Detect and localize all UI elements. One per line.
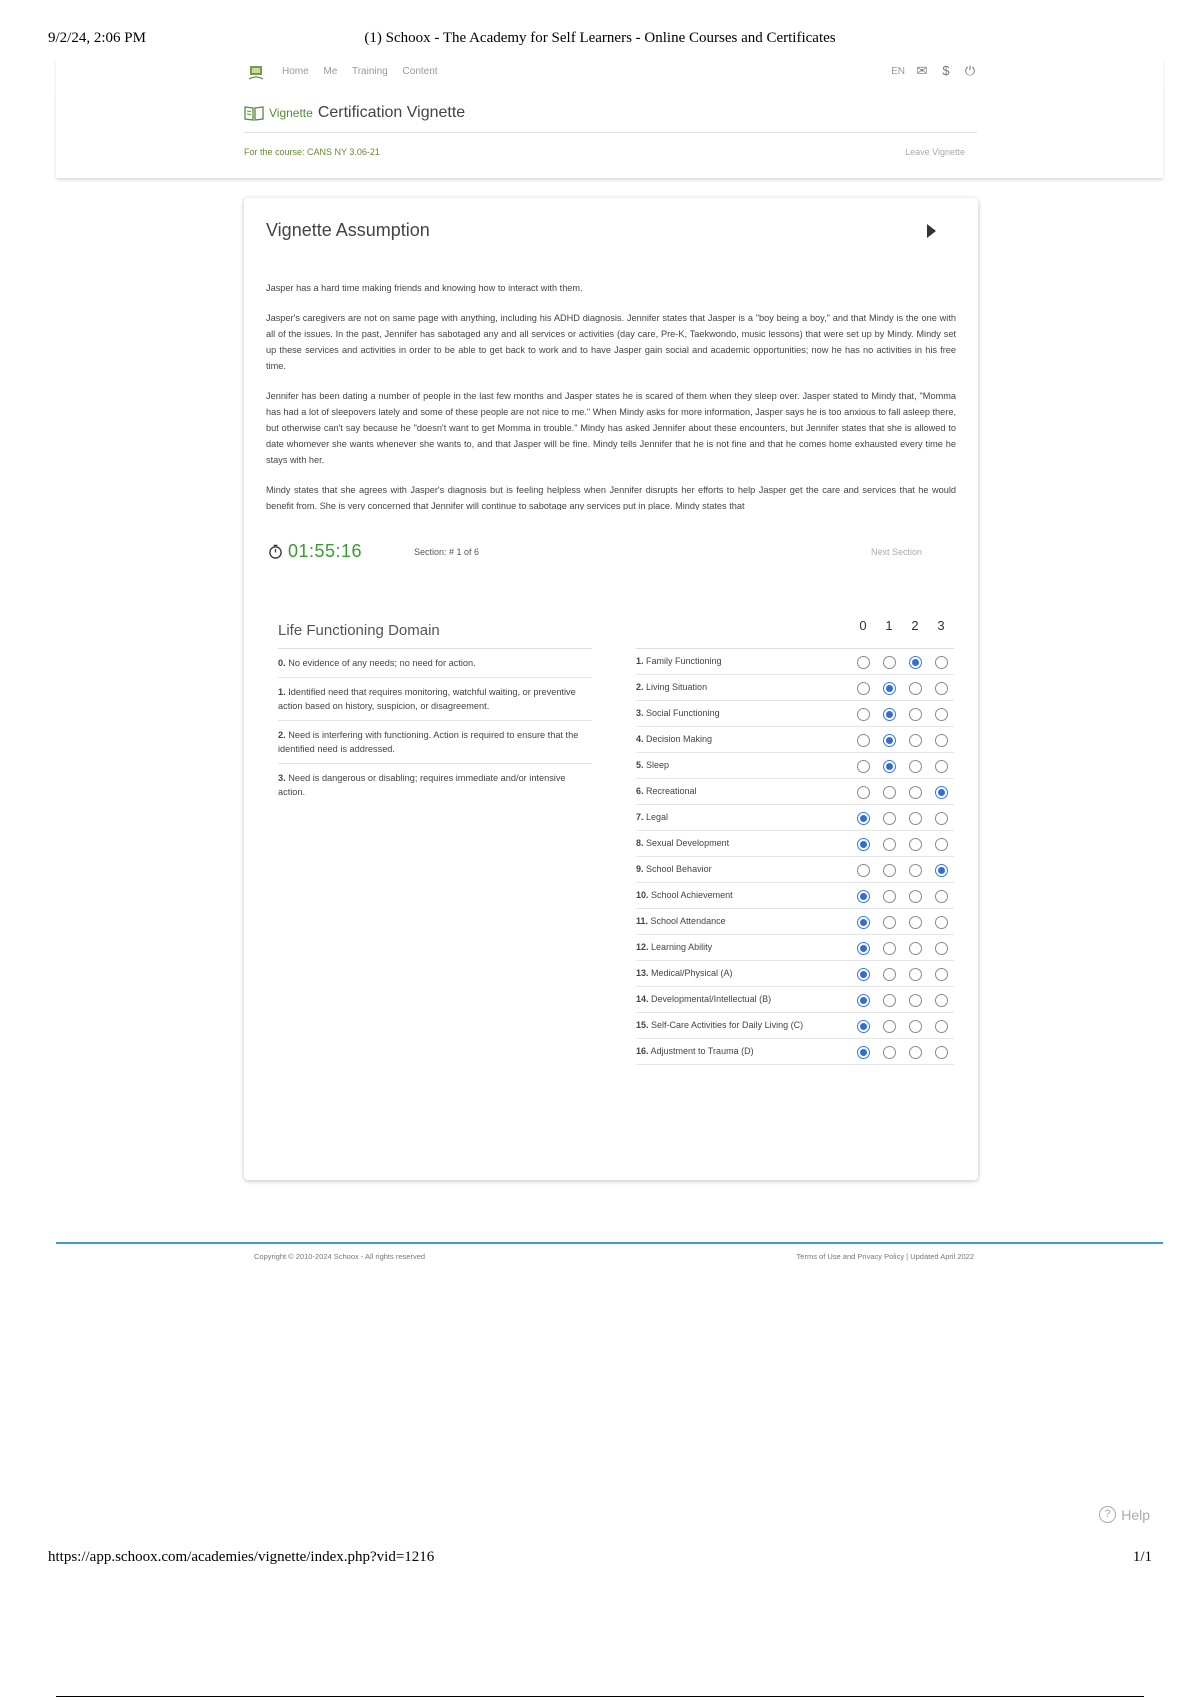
- rating-row: [636, 909, 954, 935]
- rating-radio-1[interactable]: [876, 942, 902, 954]
- rating-radio-2[interactable]: [902, 890, 928, 902]
- rating-radio-0[interactable]: [850, 942, 876, 954]
- rating-radio-2[interactable]: [902, 734, 928, 746]
- inbox-icon[interactable]: ✉: [916, 63, 928, 78]
- rating-scale-header: [850, 618, 954, 633]
- vignette-header: [56, 90, 1163, 178]
- rating-radio-1[interactable]: [876, 786, 902, 798]
- nav-link-content[interactable]: Content: [402, 66, 438, 77]
- rating-radio-group: [850, 968, 954, 980]
- points-icon[interactable]: $: [942, 63, 950, 78]
- rating-item-label: 14. Developmental/Intellectual (B): [636, 994, 772, 1004]
- rating-radio-group: [850, 916, 954, 928]
- rating-row: [636, 727, 954, 753]
- rating-radio-0[interactable]: [850, 968, 876, 980]
- rating-row: [636, 675, 954, 701]
- rating-radio-0[interactable]: [850, 760, 876, 772]
- legend-item: 3. Need is dangerous or disabling; requires immediate and/or intensive action.: [278, 773, 566, 797]
- rating-radio-group: [850, 1046, 954, 1058]
- rating-radio-group: [850, 812, 954, 824]
- rating-radio-0[interactable]: [850, 682, 876, 694]
- rating-radio-group: [850, 682, 954, 694]
- rating-radio-1[interactable]: [876, 1020, 902, 1032]
- rating-radio-1[interactable]: [876, 864, 902, 876]
- rating-radio-group: [850, 656, 954, 668]
- nav-utilities: [891, 64, 977, 78]
- print-url: https://app.schoox.com/academies/vignette/index.php?vid=1216: [48, 1549, 435, 1565]
- rating-radio-group: [850, 760, 954, 772]
- print-header: [48, 30, 1152, 50]
- rating-radio-group: [850, 942, 954, 954]
- top-navigation-bar: [56, 58, 1163, 90]
- print-footer: [48, 1549, 1152, 1569]
- rating-item-label: 12. Learning Ability: [636, 942, 713, 952]
- nav-link-home[interactable]: Home: [282, 66, 309, 77]
- rating-radio-3[interactable]: [928, 1046, 954, 1058]
- rating-radio-3[interactable]: [928, 1020, 954, 1032]
- rating-item-label: 16. Adjustment to Trauma (D): [636, 1046, 754, 1056]
- rating-radio-0[interactable]: [850, 864, 876, 876]
- scale-1: 1: [885, 618, 893, 633]
- book-icon: [244, 105, 264, 121]
- rating-radio-0[interactable]: [850, 812, 876, 824]
- rating-radio-3[interactable]: [928, 734, 954, 746]
- rating-radio-2[interactable]: [902, 786, 928, 798]
- rating-radio-1[interactable]: [876, 916, 902, 928]
- rating-radio-group: [850, 838, 954, 850]
- rating-radio-2[interactable]: [902, 838, 928, 850]
- rating-radio-group: [850, 1020, 954, 1032]
- rating-item-label: 9. School Behavior: [636, 864, 712, 874]
- rating-item-label: 3. Social Functioning: [636, 708, 720, 718]
- rating-radio-3[interactable]: [928, 682, 954, 694]
- nav-link-me[interactable]: Me: [323, 66, 338, 77]
- nav-link-training[interactable]: Training: [351, 66, 388, 77]
- rating-radio-1[interactable]: [876, 656, 902, 668]
- rating-item-label: 11. School Attendance: [636, 916, 726, 926]
- rating-item-label: 10. School Achievement: [636, 890, 733, 900]
- rating-radio-3[interactable]: [928, 968, 954, 980]
- rating-radio-0[interactable]: [850, 916, 876, 928]
- rating-radio-3[interactable]: [928, 890, 954, 902]
- print-datetime: 9/2/24, 2:06 PM: [48, 30, 146, 46]
- rating-radio-group: [850, 786, 954, 798]
- bottom-rule: [56, 1696, 1144, 1697]
- rating-items: [636, 648, 954, 1065]
- rating-radio-1[interactable]: [876, 968, 902, 980]
- legend-item: 2. Need is interfering with functioning. Action is required to ensure that the identified need is addressed.: [278, 721, 592, 764]
- rating-legend: [278, 648, 592, 806]
- play-icon[interactable]: [927, 224, 936, 238]
- rating-radio-2[interactable]: [902, 916, 928, 928]
- rating-row: [636, 779, 954, 805]
- scale-0: 0: [859, 618, 867, 633]
- rating-radio-0[interactable]: [850, 838, 876, 850]
- rating-radio-group: [850, 708, 954, 720]
- copyright-text: Copyright © 2010-2024 Schoox - All rights reserved: [254, 1252, 426, 1261]
- rating-radio-1[interactable]: [876, 708, 902, 720]
- rating-radio-0[interactable]: [850, 890, 876, 902]
- vignette-tag: Vignette: [269, 106, 313, 120]
- vignette-story[interactable]: [266, 280, 956, 510]
- rating-radio-2[interactable]: [902, 1020, 928, 1032]
- nav-links: [282, 66, 450, 77]
- rating-item-label: 13. Medical/Physical (A): [636, 968, 733, 978]
- rating-row: [636, 649, 954, 675]
- vignette-card: [244, 198, 978, 1180]
- rating-radio-3[interactable]: [928, 656, 954, 668]
- terms-link[interactable]: Terms of Use and Privacy Policy | Updated April 2022: [796, 1252, 974, 1261]
- rating-radio-3[interactable]: [928, 786, 954, 798]
- rating-item-label: 7. Legal: [636, 812, 669, 822]
- rating-item-label: 2. Living Situation: [636, 682, 708, 692]
- leave-vignette-link[interactable]: Leave Vignette: [905, 147, 965, 157]
- rating-radio-3[interactable]: [928, 994, 954, 1006]
- rating-radio-2[interactable]: [902, 812, 928, 824]
- rating-radio-0[interactable]: [850, 656, 876, 668]
- rating-radio-2[interactable]: [902, 708, 928, 720]
- rating-item-label: 4. Decision Making: [636, 734, 713, 744]
- rating-radio-2[interactable]: [902, 682, 928, 694]
- countdown-timer: 01:55:16: [288, 541, 363, 561]
- rating-radio-3[interactable]: [928, 838, 954, 850]
- rating-radio-0[interactable]: [850, 1020, 876, 1032]
- timer-row: [266, 540, 956, 564]
- rating-radio-0[interactable]: [850, 734, 876, 746]
- rating-radio-1[interactable]: [876, 812, 902, 824]
- rating-row: [636, 753, 954, 779]
- story-paragraph: Jasper's caregivers are not on same page with anything, including his ADHD diagnosis. Jennifer states that Jasper is a "boy being a boy," and that Mindy is the one with all of the issues. In the past, Jennifer has sabotaged any and all services or activities (day care, Pre-K, Taekwondo, music lessons) that were set up by Mindy. Mindy set up these services and activities in order to be able to get back to work and to have Jasper gain social and academic opportunities; now he has no activities in his free time.: [266, 313, 956, 371]
- rating-row: [636, 831, 954, 857]
- rating-item-label: 15. Self-Care Activities for Daily Living (C): [636, 1020, 804, 1030]
- schoox-logo-icon[interactable]: [246, 63, 266, 83]
- rating-radio-0[interactable]: [850, 1046, 876, 1058]
- legend-item: 1. Identified need that requires monitoring, watchful waiting, or preventive action based on history, suspicion, or disagreement.: [278, 678, 592, 721]
- rating-row: [636, 883, 954, 909]
- rating-row: [636, 987, 954, 1013]
- rating-item-label: 5. Sleep: [636, 760, 670, 770]
- rating-radio-0[interactable]: [850, 994, 876, 1006]
- story-paragraph: Jasper has a hard time making friends and knowing how to interact with them.: [266, 283, 583, 293]
- vignette-title: Certification Vignette: [317, 104, 466, 121]
- print-page-title: (1) Schoox - The Academy for Self Learners - Online Courses and Certificates: [364, 30, 836, 46]
- rating-radio-2[interactable]: [902, 656, 928, 668]
- rating-radio-group: [850, 890, 954, 902]
- rating-radio-1[interactable]: [876, 734, 902, 746]
- section-indicator: Section: # 1 of 6: [414, 547, 480, 557]
- domain-title: Life Functioning Domain: [278, 622, 440, 639]
- header-divider: [244, 132, 977, 133]
- rating-radio-group: [850, 734, 954, 746]
- help-button[interactable]: [1099, 1506, 1150, 1523]
- help-icon: ?: [1099, 1506, 1116, 1523]
- rating-radio-2[interactable]: [902, 994, 928, 1006]
- rating-radio-1[interactable]: [876, 682, 902, 694]
- rating-radio-2[interactable]: [902, 864, 928, 876]
- rating-radio-group: [850, 994, 954, 1006]
- rating-radio-1[interactable]: [876, 838, 902, 850]
- rating-radio-1[interactable]: [876, 1046, 902, 1058]
- rating-radio-0[interactable]: [850, 786, 876, 798]
- next-section-button[interactable]: Next Section: [870, 547, 922, 557]
- rating-row: [636, 805, 954, 831]
- vignette-title-row: [244, 104, 465, 122]
- rating-row: [636, 961, 954, 987]
- story-paragraph: Mindy states that she agrees with Jasper's diagnosis but is feeling helpless when Jennifer disrupts her efforts to help Jasper get the care and services that he would benefit from. She is very concerned that Jennifer will continue to sabotage any services put in place. Mindy states that: [266, 485, 956, 510]
- stopwatch-icon: [268, 544, 283, 559]
- rating-radio-2[interactable]: [902, 1046, 928, 1058]
- course-link[interactable]: For the course: CANS NY 3.06-21: [244, 147, 380, 157]
- story-paragraph: Jennifer has been dating a number of people in the last few months and Jasper states he is scared of them when they sleep over. Jasper stated to Mindy that, "Momma has had a lot of sleepovers lately and some of these people are not nice to me." When Mindy asks for more information, Jasper says he is too anxious to fall asleep there, but otherwise can't say because he "doesn't want to get Momma in trouble." Mindy has asked Jennifer about these encounters, but Jennifer states that she is allowed to date whomever she wants whenever she wants to, and that Jasper will be fine. Mindy tells Jennifer that he is not fine and that he comes home exhausted every time he stays with her.: [266, 391, 956, 465]
- rating-radio-1[interactable]: [876, 760, 902, 772]
- rating-radio-3[interactable]: [928, 760, 954, 772]
- rating-radio-3[interactable]: [928, 916, 954, 928]
- rating-item-label: 6. Recreational: [636, 786, 697, 796]
- rating-radio-group: [850, 864, 954, 876]
- rating-radio-1[interactable]: [876, 890, 902, 902]
- rating-row: [636, 1039, 954, 1065]
- rating-radio-3[interactable]: [928, 812, 954, 824]
- print-page-number: 1/1: [1132, 1549, 1152, 1565]
- rating-radio-3[interactable]: [928, 708, 954, 720]
- card-title: Vignette Assumption: [266, 220, 430, 240]
- scale-3: 3: [937, 618, 945, 633]
- rating-radio-3[interactable]: [928, 864, 954, 876]
- legend-item: 0. No evidence of any needs; no need for action.: [278, 649, 592, 678]
- footer-rule: [56, 1242, 1163, 1244]
- power-icon[interactable]: ⏻: [964, 63, 976, 78]
- rating-radio-1[interactable]: [876, 994, 902, 1006]
- scale-2: 2: [911, 618, 919, 633]
- rating-radio-2[interactable]: [902, 760, 928, 772]
- rating-item-label: 8. Sexual Development: [636, 838, 730, 848]
- rating-radio-0[interactable]: [850, 708, 876, 720]
- rating-row: [636, 1013, 954, 1039]
- rating-item-label: 1. Family Functioning: [636, 656, 722, 666]
- language-selector[interactable]: EN: [891, 65, 905, 77]
- rating-radio-2[interactable]: [902, 942, 928, 954]
- rating-radio-3[interactable]: [928, 942, 954, 954]
- rating-row: [636, 935, 954, 961]
- rating-row: [636, 857, 954, 883]
- rating-row: [636, 701, 954, 727]
- help-label: Help: [1121, 1506, 1150, 1523]
- rating-radio-2[interactable]: [902, 968, 928, 980]
